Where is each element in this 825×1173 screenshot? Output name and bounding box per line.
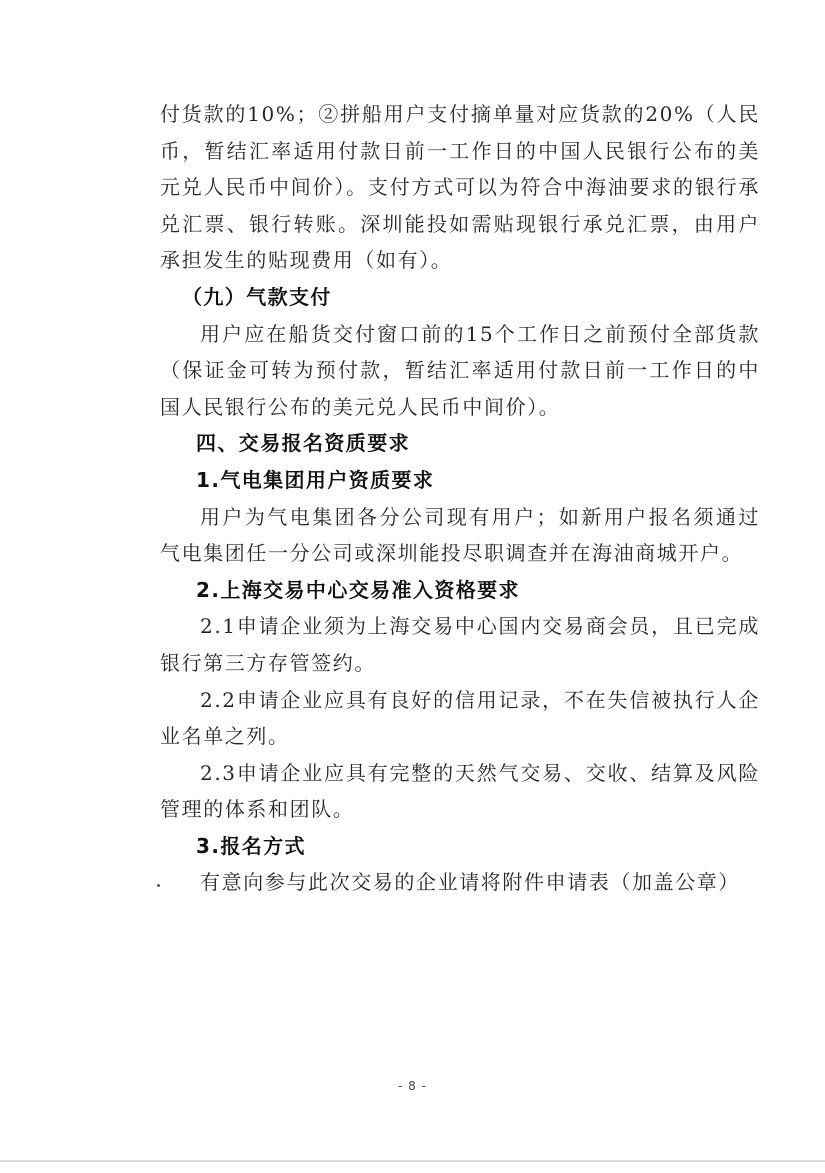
heading-registration-method: 3.报名方式 (196, 833, 306, 858)
scan-bottom-edge (0, 1160, 825, 1162)
paragraph-requirement-2-2: 2.2申请企业应具有良好的信用记录，不在失信被执行人企业名单之列。 (160, 687, 760, 749)
paragraph-requirement-2-3: 2.3申请企业应具有完整的天然气交易、交收、结算及风险管理的体系和团队。 (160, 760, 760, 822)
heading-qidian-requirements: 1.气电集团用户资质要求 (196, 467, 435, 492)
heading-gas-payment: （九）气款支付 (182, 284, 332, 309)
scan-speck (157, 884, 160, 887)
paragraph-requirement-2-1: 2.1申请企业须为上海交易中心国内交易商会员，且已完成银行第三方存管签约。 (160, 614, 760, 675)
page-number: - 8 - (398, 1079, 427, 1093)
paragraph-prepayment: 用户应在船货交付窗口前的15个工作日之前预付全部货款（保证金可转为预付款，暂结汇率适用付款日前一工作日的中国人民银行公布的美元兑人民币中间价）。 (160, 321, 760, 419)
paragraph-qidian-users: 用户为气电集团各分公司现有用户；如新用户报名须通过气电集团任一分公司或深圳能投尽职调查并在海油商城开户。 (160, 504, 760, 566)
paragraph-registration: 有意向参与此次交易的企业请将附件申请表（加盖公章） (200, 870, 740, 895)
paragraph-payment-terms: 付货款的10%；②拼船用户支付摘单量对应货款的20%（人民币，暂结汇率适用付款日前一工作日的中国人民银行公布的美元兑人民币中间价）。支付方式可以为符合中海油要求的银行承兑汇票、银行转账。深圳能投如需贴现银行承兑汇票，由用户承担发生的贴现费用（如有）。 (160, 102, 760, 273)
heading-section-four: 四、交易报名资质要求 (196, 431, 410, 456)
document-body (160, 96, 760, 901)
heading-shanghai-requirements: 2.上海交易中心交易准入资格要求 (196, 577, 520, 602)
